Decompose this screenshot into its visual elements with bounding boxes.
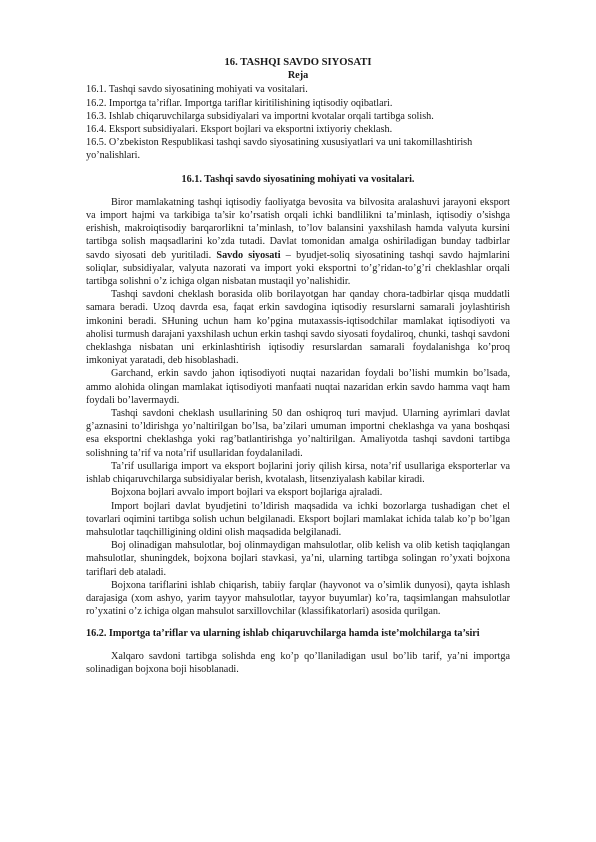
paragraph: Ta’rif usullariga import va eksport bojlarini joriy qilish kirsa, nota’rif usullariga eksporterlar va ishlab chiqaruvchilarga subsidiyalar berish, kvotalash, litsenziyalash kabilar kiradi. [86,460,510,486]
section-2-heading: 16.2. Importga ta’riflar va ularning ishlab chiqaruvchilarga hamda iste’molchilarga ta’siri [86,628,480,640]
plan-list [86,83,510,162]
paragraph [86,196,510,288]
paragraph: Garchand, erkin savdo jahon iqtisodiyoti nuqtai nazaridan foydali bo’lishi mumkin bo’lsada, ammo alohida olingan mamlakat iqtisodiyoti manfaati nuqtai nazaridan erkin savdo hamma vaqt ham foydali bo’lavermaydi. [86,368,510,406]
plan-item: 16.4. Eksport subsidiyalari. Eksport bojlari va eksportni ixtiyoriy cheklash. [86,124,393,136]
section-1-heading: 16.1. Tashqi savdo siyosatining mohiyati va vositalari. [181,173,415,185]
paragraph-text: Biror mamlakatning tashqi iqtisodiy faoliyatga bevosita va bilvosita aralashuvi jarayoni eksport va import hajmi va tarkibiga ta’sir ko’rsatish orqali ichki bandlilikni ta’minlash, iqtisodiy o’sishga erishish, makroiqtisodiy barqarorlikni ta’minlash, to’lov balansini yaxshilash hamda valyuta kursini tartibga solish maqsadlarini ko’zda tutadi. Davlat tomonidan amalga oshiriladigan bunday tadbirlar savdo siyosati deb yuritiladi. [86,196,510,261]
plan-item: 16.1. Tashqi savdo siyosatining mohiyati va vositalari. [86,84,308,96]
bold-term: Savdo siyosati [216,249,281,261]
paragraph: Tashqi savdoni cheklash borasida olib borilayotgan har qanday chora-tadbirlar qisqa muddatli samara beradi. Uzoq davrda esa, faqat erkin savdogina iqtisodiy resurslarni samarali joylashtirish imkonini beradi. SHuning uchun ham ko’pgina mutaxassis-iqtisodchilar mamlakat iqtisodiyoti va aholisi turmush darajani yaxshilash uchun erkin tashqi savdo siyosati foydaliroq, chunki, tashqi savdoni cheklashga nisbatan uni erkinlashtirish iqtisodiy resurslardan samarali foydalanishga ko’proq imkoniyat yaratadi, deb hisoblashadi. [86,289,510,367]
paragraph: Import bojlari davlat byudjetini to’ldirish maqsadida va ichki bozorlarga tushadigan chet el tovarlari oqimini tartibga solish uchun belgilanadi. Eksport bojlari mamlakat ichida talab ko’p bo’lgan mahsulotlar taqchilligining oldini olish maqsadida belgilanadi. [86,500,510,538]
paragraph: Xalqaro savdoni tartibga solishda eng ko’p qo’llaniladigan usul bo’lib tarif, ya’ni importga solinadigan bojxona boji hisoblanadi. [86,650,510,675]
document-page [86,56,510,676]
plan-item: 16.5. O’zbekiston Respublikasi tashqi savdo siyosatining xususiyatlari va uni takomillashtirish yo’nalishlari. [86,137,473,162]
paragraph-text: – byudjet-soliq siyosatining tashqi savdo hajmlarini soliqlar, subsidiyalar, valyuta nazorati va import yoki eksportni to’g’ridan-to’g’ri cheklashlar orqali tartibga solishni o’z ichiga olgan nisbatan mustaqil yo’nalishidir. [86,249,510,288]
chapter-title: 16. TASHQI SAVDO SIYOSATI [224,57,372,68]
plan-heading: Reja [287,70,309,82]
paragraph: Tashqi savdoni cheklash usullarining 50 dan oshiqroq turi mavjud. Ularning ayrimlari davlat g’aznasini to’ldirishga yo’naltirilgan bo’lsa, ba’zilari umuman importni cheklashga va yana boshqasi esa eksportni cheklashga yoki rag’batlantirishga yo’naltirilgan. Amaliyotda tashqi savdoni tartibga solishning ta’rif va nota’rif usullaridan foydalaniladi. [86,408,510,459]
plan-item: 16.2. Importga ta’riflar. Importga tariflar kiritilishining iqtisodiy oqibatlari. [86,97,393,109]
plan-item: 16.3. Ishlab chiqaruvchilarga subsidiyalari va importni kvotalar orqali tartibga solish. [86,110,434,122]
paragraph: Bojxona tariflarini ishlab chiqarish, tabiiy farqlar (hayvonot va o’simlik dunyosi), qayta ishlash darajasiga (xom ashyo, yarim tayyor mahsulotlar, tayyor buyumlar) ko’ra, taqsimlangan mahsulotlar ro’yxatini o’z ichiga olgan mahsulot sarxillovchilar (klassifikatorlari) asosida qurilgan. [86,579,510,618]
paragraph: Bojxona bojlari avvalo import bojlari va eksport bojlariga ajraladi. [111,487,383,499]
paragraph: Boj olinadigan mahsulotlar, boj olinmaydigan mahsulotlar, olib kelish va olib ketish taqiqlangan mahsulotlar, shuningdek, bojxona bojlari stavkasi, ya’ni, ularning tartibga solingan ro’yxati bojxona tariflari deb ataladi. [86,540,510,578]
